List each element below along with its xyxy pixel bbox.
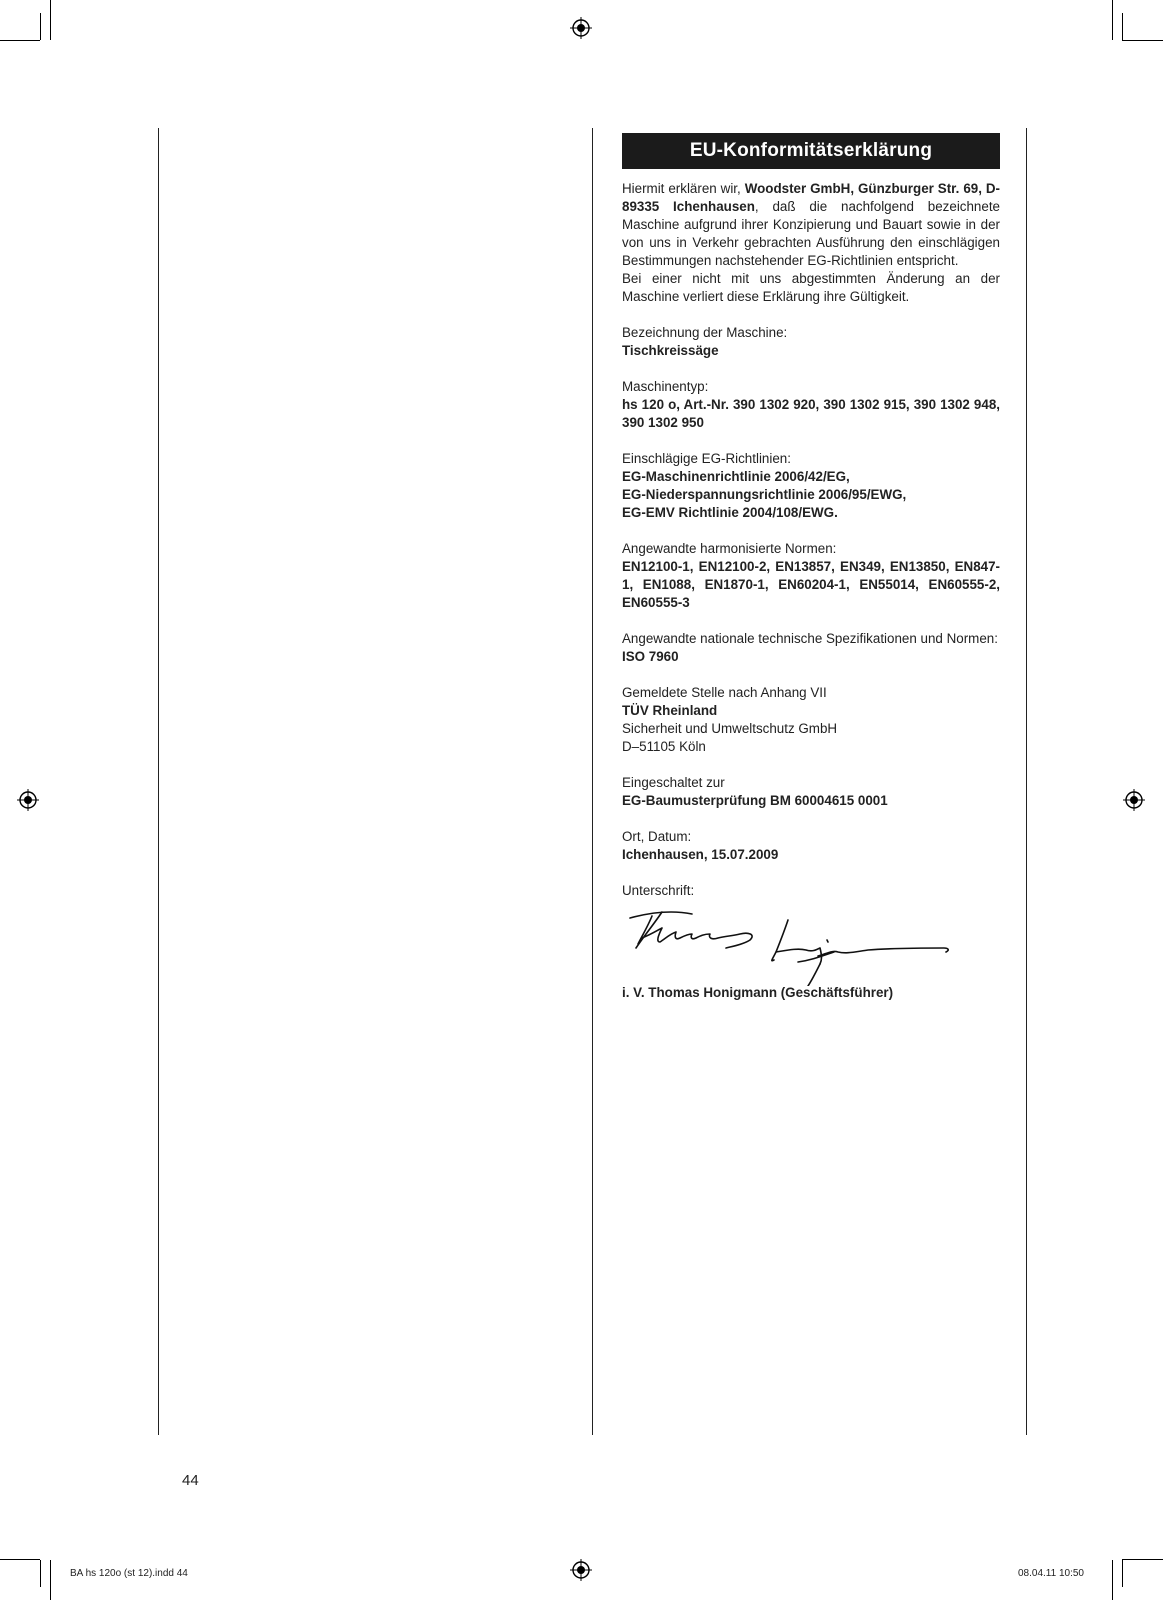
column-rule [592,128,593,1435]
crop-mark [1122,13,1123,40]
company-name: Woodster GmbH, Günzburger Str. 69, D-89335 Ichenhausen [622,181,1001,214]
crop-mark [50,1560,51,1600]
crop-mark [1122,1560,1123,1587]
page-title: EU-Konformitätserklärung [622,133,1000,169]
engaged-label: Eingeschaltet zur [622,775,725,790]
directives-label: Einschlägige EG-Richtlinien: [622,451,791,466]
notified-name: TÜV Rheinland [622,703,718,718]
crop-mark [0,1559,40,1560]
declaration-column [622,133,1000,1002]
harmonised-label: Angewandte harmonisierte Normen: [622,541,837,556]
crop-mark [40,13,41,40]
place-value: Ichenhausen, 15.07.2009 [622,847,779,862]
crop-mark [50,0,51,40]
national-value: ISO 7960 [622,649,679,664]
crop-mark [40,1560,41,1587]
notified-line: D–51105 Köln [622,739,706,754]
registration-mark-icon [570,1559,592,1581]
harmonised-value: EN12100-1, EN12100-2, EN13857, EN349, EN13850, EN847-1, EN1088, EN1870-1, EN60204-1, EN55014, EN60555-2, EN60555-3 [622,559,1000,610]
crop-mark [1112,0,1113,40]
machine-value: Tischkreissäge [622,343,719,358]
directive-item: EG-Niederspannungsrichtlinie 2006/95/EWG, [622,487,907,502]
signature-label: Unterschrift: [622,883,695,898]
slug-file: BA hs 120o (st 12).indd 44 [70,1568,188,1579]
validity-note: Bei einer nicht mit uns abgestimmten Änderung an der Maschine verliert diese Erklärung ihre Gültigkeit. [622,271,1000,304]
type-label: Maschinentyp: [622,379,709,394]
column-rule [1026,128,1027,1435]
registration-mark-icon [17,789,39,811]
slug-date: 08.04.11 10:50 [1018,1568,1084,1579]
registration-mark-icon [570,17,592,39]
page-number: 44 [182,1472,199,1489]
signature-image [622,904,962,986]
directive-item: EG-Maschinenrichtlinie 2006/42/EG, [622,469,850,484]
type-value: hs 120 o, Art.-Nr. 390 1302 920, 390 1302 915, 390 1302 948, 390 1302 950 [622,397,1000,430]
notified-label: Gemeldete Stelle nach Anhang VII [622,685,827,700]
intro-paragraph: Hiermit erklären wir, Woodster GmbH, Günzburger Str. 69, D-89335 Ichenhausen, daß die nachfolgend bezeichnete Maschine aufgrund ihrer Konzipierung und Bauart sowie in der von uns in Verkehr gebrachten Ausführung den einschlägigen Bestimmungen nachstehender EG-Richtlinien entspricht. [622,181,1001,268]
directive-item: EG-EMV Richtlinie 2004/108/EWG. [622,505,838,520]
signatory-name: i. V. Thomas Honigmann (Geschäftsführer) [622,985,894,1000]
crop-mark [1122,1559,1163,1560]
crop-mark [0,40,40,41]
notified-line: Sicherheit und Umweltschutz GmbH [622,721,838,736]
national-label: Angewandte nationale technische Spezifikationen und Normen: [622,631,998,646]
engaged-value: EG-Baumusterprüfung BM 60004615 0001 [622,793,888,808]
place-label: Ort, Datum: [622,829,692,844]
column-rule [158,128,159,1435]
registration-mark-icon [1123,789,1145,811]
crop-mark [1112,1560,1113,1600]
crop-mark [1122,40,1163,41]
machine-label: Bezeichnung der Maschine: [622,325,788,340]
